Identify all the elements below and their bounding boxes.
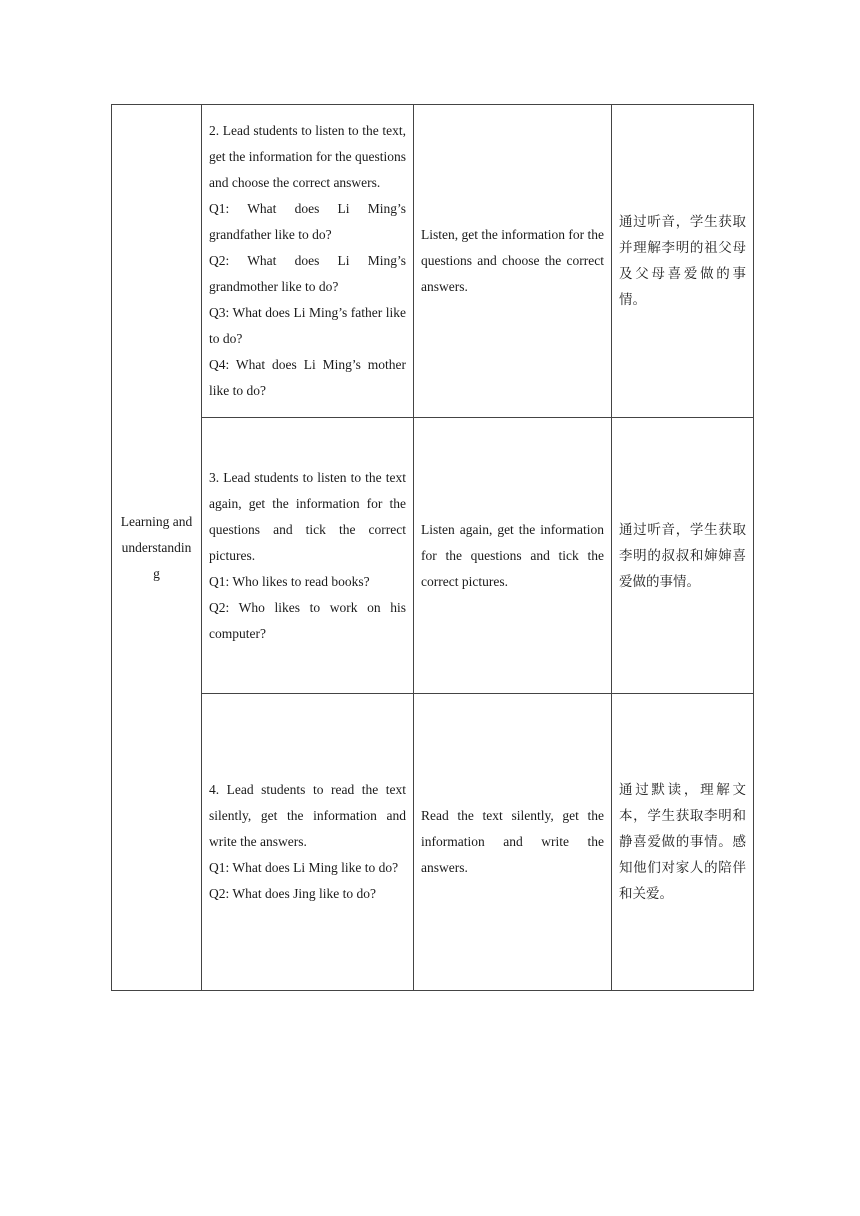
activity-line: Q4: What does Li Ming’s mother like to do? [209, 357, 406, 398]
student-activity-cell [414, 694, 612, 991]
stage-label: Learning and understanding [120, 513, 193, 581]
activity-line: Q2: What does Jing like to do? [209, 886, 376, 901]
activity-line: Q1: What does Li Ming’s grandfather like to do? [209, 201, 406, 242]
purpose-cell [612, 418, 754, 694]
purpose-cell [612, 694, 754, 991]
activity-line: Q1: Who likes to read books? [209, 573, 370, 589]
teacher-activity-cell [202, 105, 414, 418]
table-row [112, 105, 754, 418]
student-activity-text: Listen, get the information for the questions and choose the correct answers. [421, 227, 604, 294]
student-activity-text: Read the text silently, get the information and write the answers. [421, 808, 604, 875]
stage-cell [112, 105, 202, 991]
purpose-text: 通过听音，学生获取并理解李明的祖父母及父母喜爱做的事情。 [619, 214, 746, 308]
activity-line: Q3: What does Li Ming’s father like to do? [209, 305, 406, 346]
teacher-activity-cell [202, 694, 414, 991]
activity-line: 4. Lead students to read the text silently, get the information and write the answers. [209, 782, 406, 849]
purpose-text: 通过默读，理解文本，学生获取李明和静喜爱做的事情。感知他们对家人的陪伴和关爱。 [619, 782, 746, 902]
activity-line: 2. Lead students to listen to the text, get the information for the questions and choose the correct answers. [209, 123, 406, 190]
student-activity-text: Listen again, get the information for the questions and tick the correct pictures. [421, 521, 604, 589]
activity-line: Q2: What does Li Ming’s grandmother like to do? [209, 253, 406, 294]
student-activity-cell [414, 418, 612, 694]
table-row [112, 694, 754, 991]
student-activity-cell [414, 105, 612, 418]
purpose-text: 通过听音，学生获取李明的叔叔和婶婶喜爱做的事情。 [619, 521, 746, 590]
purpose-cell [612, 105, 754, 418]
activity-line: Q1: What does Li Ming like to do? [209, 860, 399, 875]
lesson-plan-table [111, 104, 754, 991]
teacher-activity-cell [202, 418, 414, 694]
table-row [112, 418, 754, 694]
activity-line: Q2: Who likes to work on his computer? [209, 599, 406, 641]
activity-line: 3. Lead students to listen to the text again, get the information for the questions and tick the correct pictures. [209, 469, 406, 563]
